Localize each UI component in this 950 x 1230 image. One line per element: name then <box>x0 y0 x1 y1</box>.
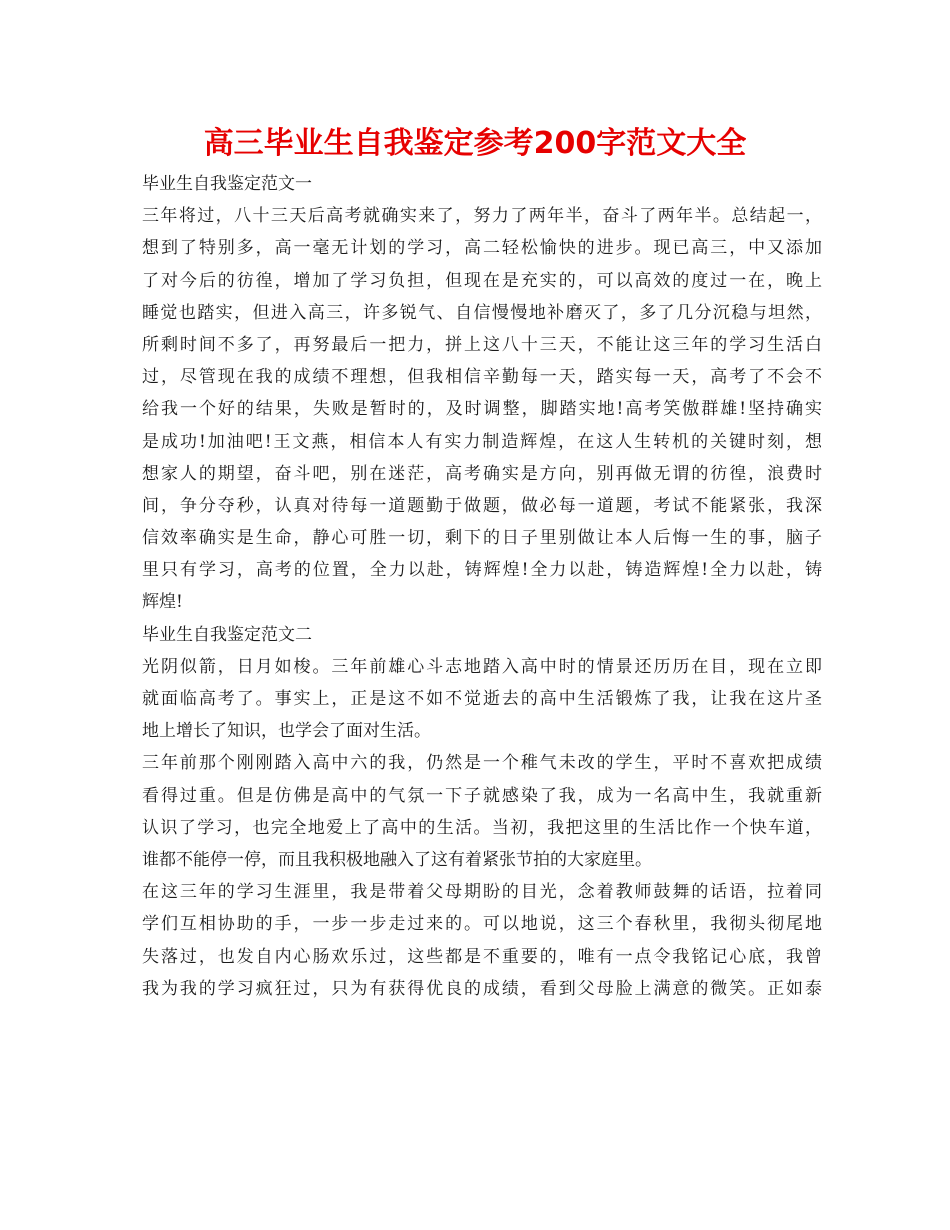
text-line: 就面临高考了。事实上，正是这不如不觉逝去的高中生活锻炼了我，让我在这片圣 <box>142 689 822 709</box>
text-line: 我为我的学习疯狂过，只为有获得优良的成绩，看到父母脸上满意的微笑。正如泰 <box>142 978 822 999</box>
text-line: 光阴似箭，日月如梭。三年前雄心斗志地踏入高中时的情景还历历在目，现在立即 <box>142 656 822 677</box>
text-line: 失落过，也发自内心肠欢乐过，这些都是不重要的，唯有一点令我铭记心底，我曾 <box>142 946 822 967</box>
text-line: 三年前那个刚刚踏入高中六的我，仍然是一个稚气未改的学生，平时不喜欢把成绩 <box>142 753 822 774</box>
text-line: 睡觉也踏实，但进入高三，许多锐气、自信慢慢地补磨灭了，多了几分沉稳与坦然， <box>142 302 822 323</box>
text-line: 辉煌! <box>142 592 183 613</box>
text-line: 是成功!加油吧!王文燕，相信本人有实力制造辉煌，在这人生转机的关键时刻，想 <box>142 431 822 452</box>
text-line: 间，争分夺秒，认真对待每一道题勤于做题，做必每一道题，考试不能紧张，我深 <box>142 495 822 516</box>
text-line: 过，尽管现在我的成绩不理想，但我相信辛勤每一天，踏实每一天，高考了不会不 <box>142 367 822 388</box>
text-line: 了对今后的彷徨，增加了学习负担，但现在是充实的，可以高效的度过一在，晚上 <box>142 270 822 291</box>
text-line: 看得过重。但是仿佛是高中的气氛一下子就感染了我，成为一名高中生，我就重新 <box>142 785 822 806</box>
text-line: 里只有学习，高考的位置，全力以赴，铸辉煌!全力以赴，铸造辉煌!全力以赴，铸 <box>142 560 822 581</box>
text-line: 想到了特别多，高一毫无计划的学习，高二轻松愉快的进步。现已高三，中又添加 <box>142 238 822 259</box>
text-line: 想家人的期望，奋斗吧，别在迷茫，高考确实是方向，别再做无谓的彷徨，浪费时 <box>142 463 822 484</box>
text-line: 毕业生自我鉴定范文一 <box>142 174 312 194</box>
text-line: 在这三年的学习生涯里，我是带着父母期盼的目光，念着教师鼓舞的话语，拉着同 <box>142 882 822 903</box>
text-line: 给我一个好的结果，失败是暂时的，及时调整，脚踏实地!高考笑傲群雄!坚持确实 <box>142 399 822 420</box>
text-line: 所剩时间不多了，再努最后一把力，拼上这八十三天，不能让这三年的学习生活白 <box>142 334 822 355</box>
document-title: 高三毕业生自我鉴定参考200字范文大全 <box>203 126 747 161</box>
text-line: 学们互相协助的手，一步一步走过来的。可以地说，这三个春秋里，我彻头彻尾地 <box>142 914 822 935</box>
document-body <box>142 168 822 1005</box>
text-line: 信效率确实是生命，静心可胜一切，剩下的日子里别做让本人后悔一生的事，脑子 <box>142 528 822 549</box>
text-line: 毕业生自我鉴定范文二 <box>142 624 312 645</box>
text-line: 谁都不能停一停，而且我积极地融入了这有着紧张节拍的大家庭里。 <box>142 849 652 870</box>
text-line: 三年将过，八十三天后高考就确实来了，努力了两年半，奋斗了两年半。总结起一， <box>142 206 822 227</box>
text-line: 地上增长了知识，也学会了面对生活。 <box>142 721 431 742</box>
text-line: 认识了学习，也完全地爱上了高中的生活。当初，我把这里的生活比作一个快车道， <box>142 817 822 838</box>
